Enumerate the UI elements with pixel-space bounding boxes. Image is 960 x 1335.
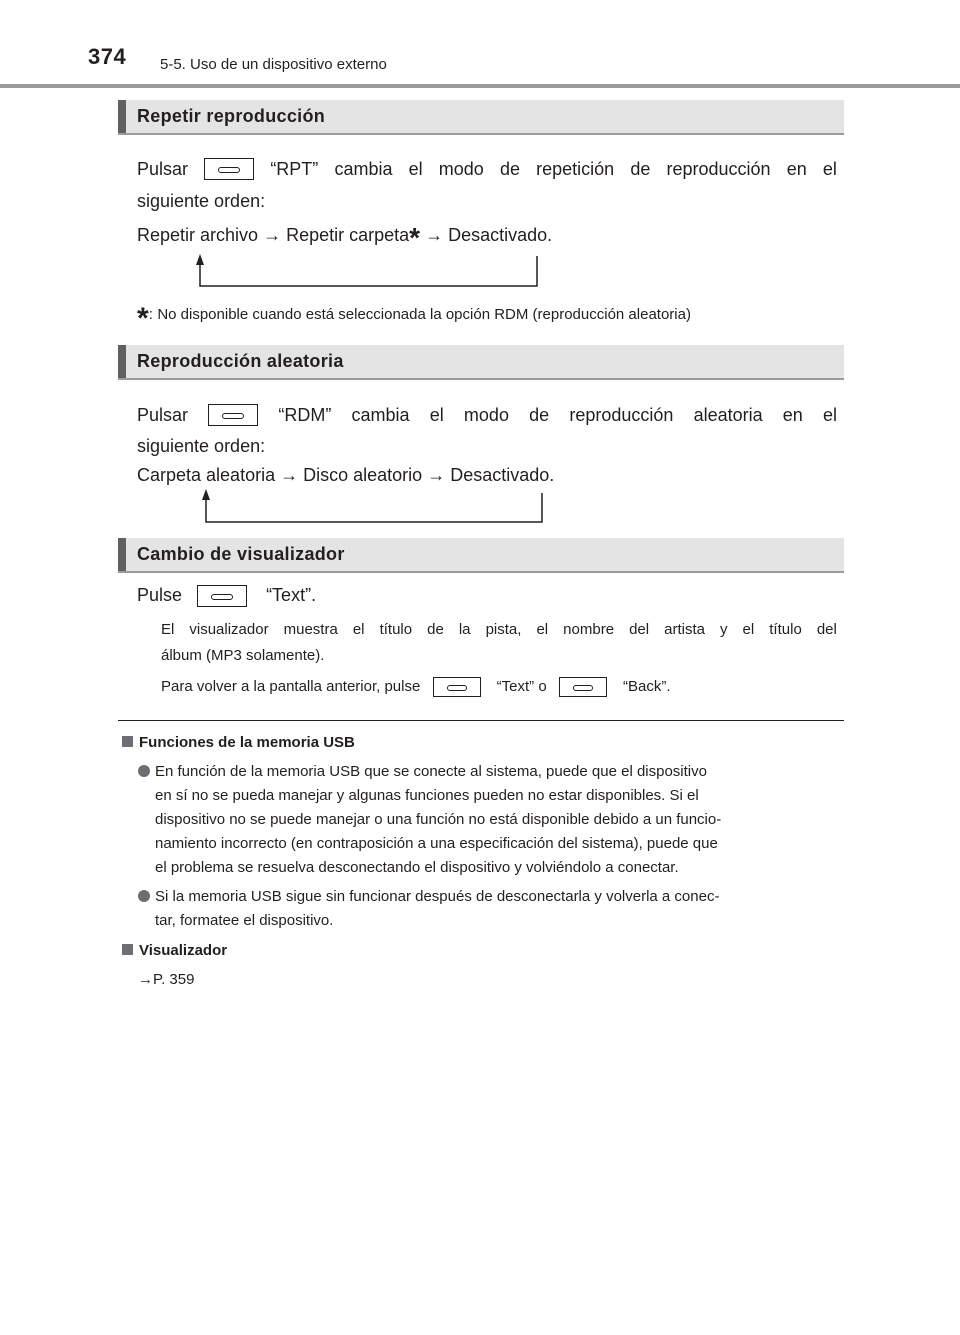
text: “Text”. [266, 585, 317, 605]
word: título [379, 621, 413, 638]
repeat-footnote [137, 302, 691, 335]
circle-bullet-icon [138, 765, 150, 777]
word: El [161, 621, 175, 638]
word: reproducción [666, 159, 771, 179]
section-breadcrumb: 5-5. Uso de un dispositivo externo [160, 56, 387, 73]
text-button-icon [197, 585, 247, 607]
text: Pulsar [137, 159, 189, 179]
usb-note-item-2 [138, 885, 842, 933]
random-instruction-line1 [137, 404, 837, 426]
word: título [769, 621, 802, 638]
circle-bullet-icon [138, 890, 150, 902]
arrow-icon: → [280, 465, 299, 485]
random-instruction-line2: siguiente orden: [137, 436, 266, 456]
repeat-instruction-line2: siguiente orden: [137, 191, 266, 211]
seq-item: Desactivado. [450, 465, 555, 485]
text: Pulse [137, 585, 183, 605]
header-divider [0, 84, 960, 88]
rpt-button-icon [204, 158, 254, 180]
word: del [816, 621, 837, 638]
note-line: tar, formatee el dispositivo. [155, 912, 334, 929]
word: modo [438, 159, 484, 179]
word: en [786, 159, 807, 179]
footnote-colon: : [148, 306, 153, 323]
section-heading-repeat [118, 100, 844, 135]
arrow-icon: → [263, 225, 282, 245]
seq-item: Carpeta aleatoria [137, 465, 276, 485]
asterisk-mark: * [409, 222, 421, 253]
word: de [529, 405, 550, 425]
word: artista [664, 621, 705, 638]
cycle-return-arrow [190, 252, 540, 290]
note-line: En función de la memoria USB que se conecte al sistema, puede que el dispositivo [138, 760, 842, 784]
display-back-instruction [161, 677, 671, 697]
word: muestra [283, 621, 338, 638]
usb-note-item-1 [138, 760, 842, 880]
word: el [822, 159, 837, 179]
note-title: Funciones de la memoria USB [139, 734, 355, 751]
text: “Back”. [623, 678, 671, 695]
display-instruction [137, 584, 316, 607]
word: el [408, 159, 423, 179]
word: el [742, 621, 755, 638]
notes-divider [118, 720, 844, 721]
word: y [720, 621, 728, 638]
word: el [429, 405, 444, 425]
repeat-sequence [137, 222, 553, 253]
word: el [822, 405, 837, 425]
note-title: Visualizador [139, 942, 228, 959]
page-number: 374 [88, 44, 127, 69]
word: del [629, 621, 650, 638]
word: el [352, 621, 365, 638]
arrow-icon: → [425, 225, 444, 245]
word: la [458, 621, 471, 638]
random-sequence [137, 464, 554, 486]
note-heading-display [122, 942, 227, 959]
word: visualizador [189, 621, 269, 638]
note-heading-usb [122, 734, 355, 751]
note-line: namiento incorrecto (en contraposición a una especificación del sistema), puede que [155, 835, 718, 852]
word: de [630, 159, 651, 179]
page-reference-link[interactable]: →P. 359 [138, 971, 195, 988]
section-title: Repetir reproducción [137, 106, 326, 126]
heading-bar [118, 100, 126, 133]
word: de [499, 159, 520, 179]
word: “RDM” [278, 405, 332, 425]
word: reproducción [569, 405, 674, 425]
square-bullet-icon [122, 736, 133, 747]
section-heading-display [118, 538, 844, 573]
cycle-return-arrow [196, 487, 546, 525]
repeat-instruction-line1 [137, 158, 837, 180]
section-heading-random [118, 345, 844, 380]
word: de [427, 621, 444, 638]
word: “RPT” [270, 159, 319, 179]
arrow-icon: → [427, 465, 446, 485]
section-title: Reproducción aleatoria [137, 351, 344, 371]
text-button-icon [433, 677, 481, 697]
text: “Text” o [496, 678, 547, 695]
text: Para volver a la pantalla anterior, pulse [161, 678, 421, 695]
square-bullet-icon [122, 944, 133, 955]
word: el [536, 621, 549, 638]
word: aleatoria [693, 405, 763, 425]
seq-item: Disco aleatorio [303, 465, 423, 485]
word: en [782, 405, 803, 425]
back-button-icon [559, 677, 607, 697]
note-line: Si la memoria USB sigue sin funcionar después de desconectarla y volverla a conec- [138, 885, 842, 909]
word: modo [463, 405, 509, 425]
word: nombre [563, 621, 615, 638]
word: cambia [334, 159, 393, 179]
rdm-button-icon [208, 404, 258, 426]
heading-bar [118, 538, 126, 571]
seq-item: Repetir carpeta [286, 225, 410, 245]
word: pista, [485, 621, 522, 638]
word: repetición [536, 159, 615, 179]
section-title: Cambio de visualizador [137, 544, 345, 564]
note-line: dispositivo no se puede manejar o una función no está disponible debido a un funcio- [155, 811, 722, 828]
display-desc-line2: álbum (MP3 solamente). [161, 647, 325, 664]
text: Pulsar [137, 405, 189, 425]
display-desc-line1 [161, 620, 837, 640]
footnote-asterisk: * [137, 302, 149, 335]
heading-bar [118, 345, 126, 378]
seq-item: Desactivado. [448, 225, 553, 245]
footnote-text: No disponible cuando está seleccionada la opción RDM (reproducción aleatoria) [157, 306, 691, 323]
note-line: en sí no se pueda manejar y algunas funciones pueden no estar disponibles. Si el [155, 787, 699, 804]
note-line: el problema se resuelva desconectando el dispositivo y volviéndolo a conectar. [155, 859, 679, 876]
word: cambia [351, 405, 410, 425]
seq-item: Repetir archivo [137, 225, 259, 245]
